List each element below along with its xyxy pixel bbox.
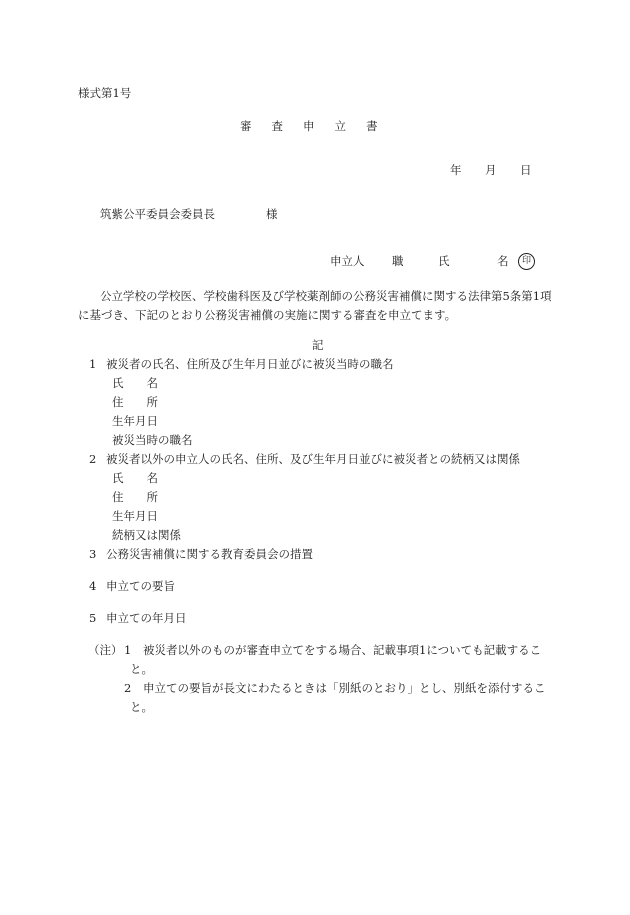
- item-number: 2: [89, 452, 97, 466]
- form-number: 様式第1号: [78, 86, 132, 100]
- item-number: 3: [89, 547, 97, 561]
- sub-field: 被災当時の職名: [112, 433, 193, 447]
- date-year: 年: [450, 163, 462, 177]
- body-text: 公立学校の学校医、学校歯科医及び学校薬剤師の公務災害補償に関する法律第5条第1項に基づき、下記のとおり公務災害補償の実施に関する審査を申立てます。: [78, 289, 552, 322]
- sub-field: 生年月日: [112, 509, 158, 523]
- ki-heading: 記: [312, 338, 324, 352]
- applicant-name-char-2: 名: [497, 254, 509, 268]
- item-number: 5: [89, 611, 97, 625]
- notes-label: （注）: [88, 643, 123, 657]
- date-day: 日: [520, 163, 532, 177]
- item-text: 被災者以外の申立人の氏名、住所、及び生年月日並びに被災者との続柄又は関係: [106, 452, 520, 466]
- note-number: 2: [124, 681, 132, 695]
- note-text-continued: と。: [130, 662, 153, 676]
- item-text: 公務災害補償に関する教育委員会の措置: [106, 547, 313, 561]
- sub-field: 住 所: [112, 395, 158, 409]
- applicant-label: 申立人: [330, 254, 365, 268]
- item-text: 申立ての年月日: [106, 611, 187, 625]
- date-month: 月: [485, 163, 497, 177]
- item-number: 4: [89, 579, 97, 593]
- applicant-name-char-1: 氏: [438, 254, 450, 268]
- sub-field: 住 所: [112, 490, 158, 504]
- sub-field: 続柄又は関係: [112, 528, 181, 542]
- document-title: 審査申立書: [240, 119, 398, 133]
- addressee-honorific: 様: [266, 207, 278, 221]
- item-number: 1: [89, 357, 97, 371]
- note-text: 申立ての要旨が長文にわたるときは「別紙のとおり」とし、別紙を添付するこ: [143, 681, 546, 695]
- note-text-continued: と。: [130, 700, 153, 714]
- sub-field: 氏 名: [112, 471, 158, 485]
- addressee-name: 筑紫公平委員会委員長: [100, 207, 215, 221]
- body-paragraph: [78, 287, 558, 325]
- item-text: 被災者の氏名、住所及び生年月日並びに被災当時の職名: [106, 357, 394, 371]
- note-text: 被災者以外のものが審査申立てをする場合、記載事項1についても記載するこ: [143, 643, 542, 657]
- seal-icon: 印: [518, 253, 535, 270]
- sub-field: 生年月日: [112, 414, 158, 428]
- applicant-position: 職: [392, 254, 404, 268]
- item-text: 申立ての要旨: [106, 579, 175, 593]
- note-number: 1: [124, 643, 132, 657]
- sub-field: 氏 名: [112, 376, 158, 390]
- seal-mark: [518, 253, 535, 270]
